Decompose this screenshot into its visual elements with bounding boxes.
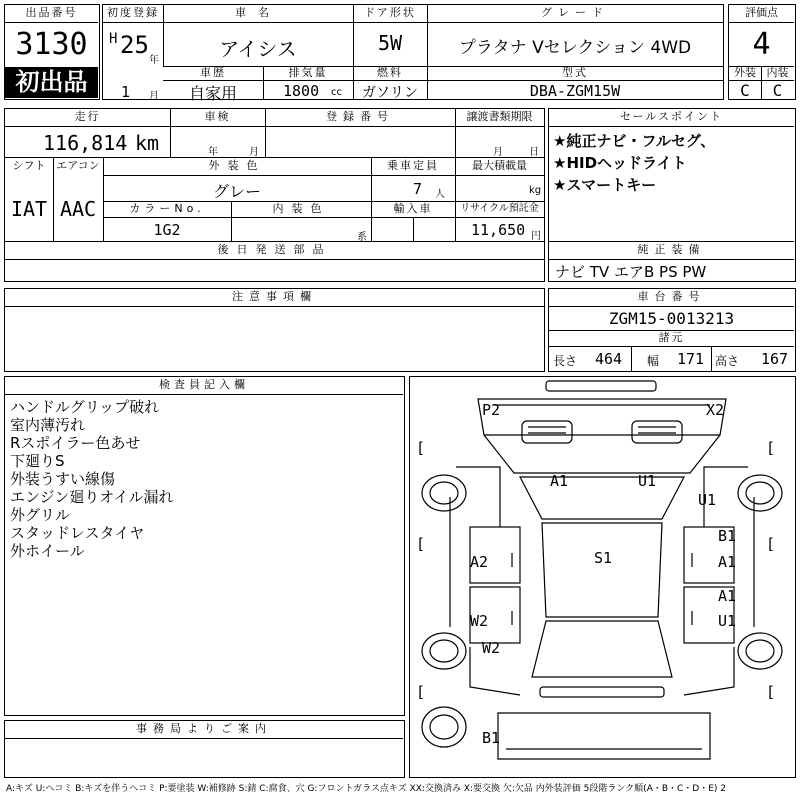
damage-mark: W2 — [482, 639, 501, 657]
details-box — [4, 108, 545, 282]
inspector-line-1: ハンドルグリップ破れ — [10, 398, 160, 416]
first-reg-year: 25 — [120, 31, 149, 59]
capacity-value: 7 — [413, 180, 423, 198]
first-listing-badge: 初出品 — [5, 67, 98, 98]
score-value: 4 — [752, 27, 771, 62]
interior-grade-header: 内装 — [766, 66, 789, 79]
damage-mark: W2 — [470, 612, 489, 630]
score-header: 評価点 — [745, 6, 778, 19]
inspector-line-4: 下廻りS — [10, 452, 65, 470]
inspector-line-7: 外グリル — [10, 506, 71, 524]
bracket-mark: [ — [766, 535, 776, 553]
inspector-line-5: 外装うすい線傷 — [10, 470, 116, 488]
ext-color-header: 外装色 — [208, 159, 266, 172]
shift-header: シフト — [12, 159, 46, 172]
inspector-line-2: 室内薄汚れ — [10, 416, 86, 434]
specs-width-value: 171 — [677, 350, 705, 368]
damage-mark: B1 — [718, 527, 737, 545]
import-header: 輸入車 — [393, 202, 433, 215]
selling-point-3: ★スマートキー — [553, 176, 657, 194]
office-box — [4, 720, 405, 778]
office-header: 事務局よりご案内 — [136, 722, 272, 735]
legend: A:キズ U:ヘコミ B:キズを伴うヘコミ P:要塗装 W:補修跡 S:錆 C:腐食、穴 G:フロントガラス点キズ XX:交換済み X:要交換 欠:欠品 内外装評価 5段階ランク順(A・B・C・D・E) 2 — [6, 784, 727, 794]
car-name-header: 車名 — [235, 6, 281, 19]
damage-mark: X2 — [706, 401, 725, 419]
equipment-header: 純正装備 — [637, 243, 706, 256]
int-color-unit: 系 — [357, 232, 367, 243]
recycle-header: リサイクル預託金 — [460, 203, 539, 214]
inspector-box — [4, 376, 405, 716]
first-reg-era: H — [109, 31, 118, 47]
capacity-unit: 人 — [435, 189, 445, 200]
fuel-value: ガソリン — [362, 85, 418, 101]
mileage-unit: km — [135, 131, 160, 155]
door-header: ドア形状 — [364, 6, 416, 19]
specs-header: 諸元 — [658, 331, 685, 344]
fuel-header: 燃料 — [377, 66, 403, 79]
car-diagram-box — [409, 376, 796, 778]
color-no-header: カラーNo. — [129, 202, 205, 215]
model-value: DBA-ZGM15W — [529, 82, 621, 100]
inspector-line-8: スタッドレスタイヤ — [10, 524, 145, 542]
chassis-header: 車台番号 — [637, 290, 706, 303]
selling-point-2: ★HIDヘッドライト — [553, 154, 687, 172]
transfer-month-unit: 月 — [493, 147, 503, 158]
notes-header: 注意事項欄 — [232, 290, 317, 303]
damage-mark: U1 — [718, 612, 737, 630]
first-reg-month: 1 — [121, 83, 131, 101]
bracket-mark: [ — [416, 535, 426, 553]
inspector-line-3: Rスポイラー色あせ — [10, 434, 141, 452]
damage-mark: A1 — [718, 553, 737, 571]
inspection-header: 車検 — [204, 110, 231, 123]
ext-color-value: グレー — [212, 182, 261, 201]
color-no-value: 1G2 — [153, 221, 181, 239]
bracket-mark: [ — [416, 439, 426, 457]
damage-mark: P2 — [482, 401, 501, 419]
inspection-year-unit: 年 — [208, 147, 218, 158]
history-value: 自家用 — [188, 84, 237, 103]
inspector-line-6: エンジン廻りオイル漏れ — [10, 488, 174, 506]
door-value: 5W — [377, 31, 403, 55]
selling-points-box — [548, 108, 796, 282]
shift-value: IAT — [10, 197, 48, 221]
transfer-docs-header: 譲渡書類期限 — [466, 110, 533, 123]
specs-length-label: 長さ — [553, 354, 578, 368]
damage-mark: U1 — [638, 472, 657, 490]
bracket-mark: [ — [416, 683, 426, 701]
damage-mark: A2 — [470, 553, 489, 571]
mileage-header: 走行 — [74, 110, 101, 123]
car-diagram — [410, 377, 795, 777]
later-parts-header: 後日発送部品 — [217, 243, 332, 256]
recycle-value: 11,650 — [471, 221, 526, 239]
lot-header: 出品番号 — [25, 6, 78, 19]
bracket-mark: [ — [766, 683, 776, 701]
transfer-day-unit: 日 — [529, 147, 539, 158]
first-reg-month-unit: 月 — [149, 91, 159, 102]
history-header: 車歴 — [200, 66, 226, 79]
aircon-value: AAC — [59, 197, 97, 221]
car-name-value: アイシス — [219, 37, 297, 61]
first-reg-header: 初度登録 — [107, 6, 159, 19]
int-color-header: 内装色 — [272, 202, 330, 215]
damage-mark: B1 — [482, 729, 501, 747]
equipment-value: ナビ TV エアB PS PW — [555, 263, 707, 281]
max-load-unit: kg — [529, 185, 542, 196]
notes-box — [4, 288, 545, 372]
displacement-unit: cc — [331, 87, 342, 98]
mileage-value: 116,814 — [43, 131, 128, 155]
grade-header: グレード — [541, 6, 609, 19]
interior-grade-value: C — [772, 81, 783, 100]
bracket-mark: [ — [766, 439, 776, 457]
specs-length-value: 464 — [595, 350, 623, 368]
model-header: 型式 — [562, 66, 588, 79]
exterior-grade-value: C — [740, 81, 750, 100]
lot-number: 3130 — [15, 27, 88, 62]
lot-box — [4, 4, 100, 100]
damage-mark: U1 — [698, 491, 717, 509]
inspection-month-unit: 月 — [249, 147, 259, 158]
reg-no-header: 登録番号 — [326, 110, 394, 123]
vehicle-info-box — [102, 4, 724, 103]
recycle-unit: 円 — [531, 231, 541, 242]
damage-mark: A1 — [550, 472, 569, 490]
grade-value: プラタナ Vセレクション 4WD — [458, 38, 692, 58]
damage-mark: A1 — [718, 587, 737, 605]
specs-height-value: 167 — [761, 350, 789, 368]
first-reg-year-unit: 年 — [149, 55, 159, 66]
aircon-header: エアコン — [56, 159, 100, 172]
displacement-value: 1800 — [283, 82, 320, 100]
exterior-grade-header: 外装 — [734, 66, 756, 79]
chassis-box — [548, 288, 796, 372]
inspector-line-9: 外ホイール — [10, 542, 85, 560]
damage-mark: S1 — [594, 549, 613, 567]
score-box — [728, 4, 796, 100]
capacity-header: 乗車定員 — [387, 159, 439, 172]
selling-points-header: セールスポイント — [619, 110, 723, 123]
displacement-header: 排気量 — [288, 66, 328, 79]
chassis-value: ZGM15-0013213 — [608, 309, 735, 328]
inspector-header: 検査員記入欄 — [159, 378, 249, 391]
max-load-header: 最大積載量 — [472, 159, 527, 172]
specs-height-label: 高さ — [715, 354, 740, 368]
selling-point-1: ★純正ナビ・フルセグ、 — [553, 132, 716, 150]
specs-width-label: 幅 — [647, 354, 660, 368]
